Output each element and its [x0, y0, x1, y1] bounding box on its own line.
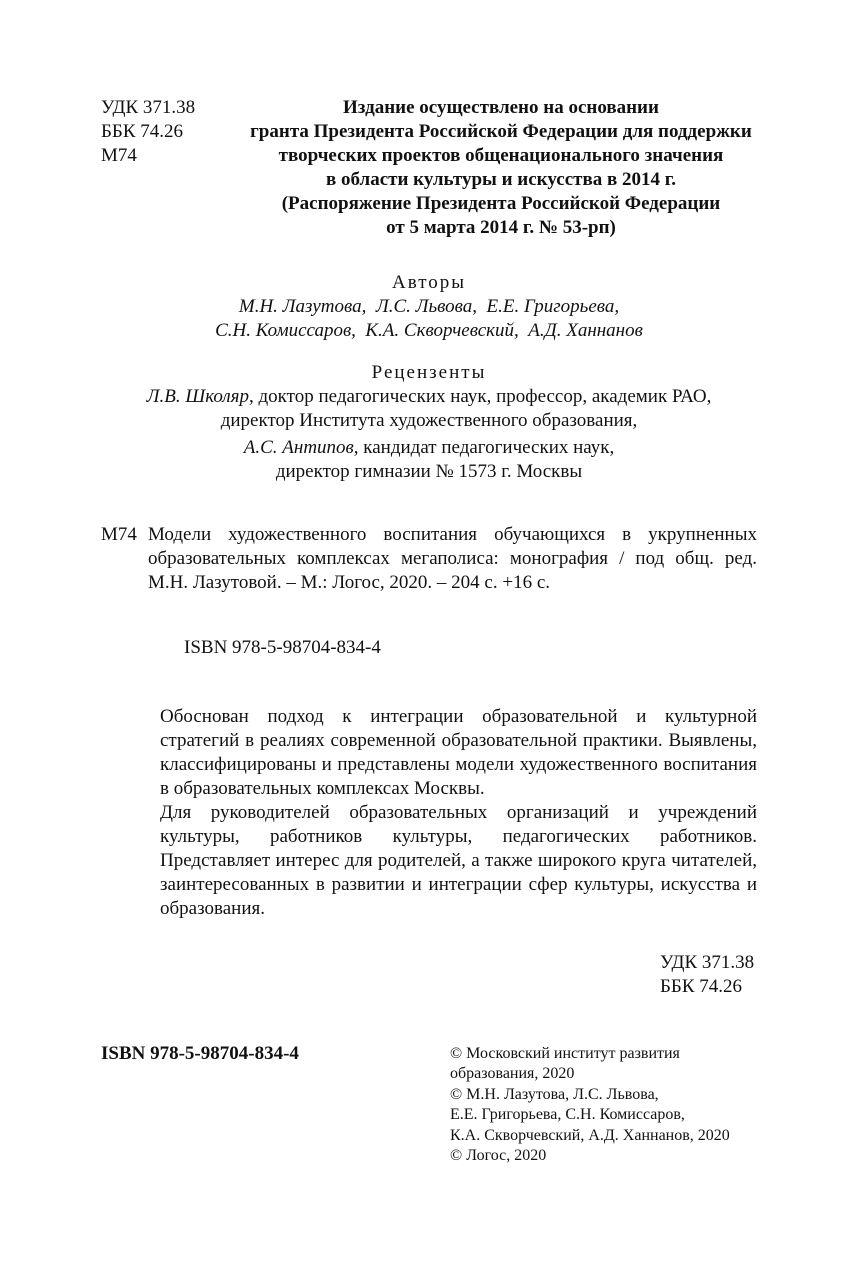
grant-line: Издание осуществлено на основании: [343, 97, 659, 118]
entry-mark: М74: [101, 524, 137, 545]
copyright-line: © Логос, 2020: [450, 1147, 547, 1165]
copyright-block: [450, 1044, 730, 1166]
bbk-code: ББК 74.26: [660, 976, 742, 997]
abstract: [160, 705, 757, 921]
catalog-entry: [101, 523, 757, 595]
abstract-paragraph: Обоснован подход к интеграции образовательной и культурной стратегий в реалиях современной образовательной практики. Выявлены, классифицированы и представлены модели художественного воспитания в образовательных комплексах Москвы.: [160, 706, 757, 799]
reviewer-desc: директор гимназии № 1573 г. Москвы: [275, 461, 583, 482]
reviewer-desc: директор Института художественного образования,: [220, 410, 638, 431]
bbk-code: ББК 74.26: [101, 121, 183, 142]
grant-line: гранта Президента Российской Федерации для поддержки: [250, 121, 752, 142]
grant-line: от 5 марта 2014 г. № 53-рп): [386, 217, 616, 238]
copyright-line: К.А. Скворчевский, А.Д. Ханнанов, 2020: [450, 1126, 730, 1144]
grant-note: [245, 96, 757, 240]
reviewer-name: Л.В. Школяр: [146, 386, 250, 407]
reviewers-section: [101, 361, 757, 484]
abstract-paragraph: Для руководителей образовательных организаций и учреждений культуры, работников культуры, педагогических работников. Представляет интерес для родителей, а также широкого круга читателей, заинтересованных в развитии и интеграции сфер культуры, искусства и образования.: [160, 802, 757, 919]
copyright-line: © Московский институт развития: [450, 1045, 680, 1062]
reviewer-desc: , доктор педагогических наук, профессор, академик РАО,: [249, 386, 712, 407]
reviewers-heading: Рецензенты: [371, 362, 487, 383]
isbn-bold: ISBN 978-5-98704-834-4: [101, 1043, 299, 1064]
authors-heading: Авторы: [391, 272, 467, 293]
grant-line: творческих проектов общенационального значения: [278, 145, 724, 166]
grant-line: в области культуры и искусства в 2014 г.: [326, 169, 676, 190]
reviewer-name: А.С. Антипов: [243, 437, 354, 458]
authors-line: М.Н. Лазутова, Л.С. Львова, Е.Е. Григорьева,: [238, 296, 620, 317]
authors-line: С.Н. Комиссаров, К.А. Скворчевский, А.Д. Ханнанов: [215, 320, 643, 341]
isbn: ISBN 978-5-98704-834-4: [184, 637, 381, 658]
author-mark: М74: [101, 145, 137, 166]
authors-section: [101, 271, 757, 343]
reviewer-desc: , кандидат педагогических наук,: [353, 437, 615, 458]
copyright-line: © М.Н. Лазутова, Л.С. Львова,: [450, 1085, 659, 1103]
udk-code: УДК 371.38: [660, 952, 755, 973]
copyright-line: Е.Е. Григорьева, С.Н. Комиссаров,: [450, 1106, 685, 1124]
entry-text: Модели художественного воспитания обучающихся в укрупненных образовательных комплексах мегаполиса: монография / под общ. ред. М.Н. Лазутовой. – М.: Логос, 2020. – 204 с. +16 с.: [148, 524, 757, 593]
udk-code: УДК 371.38: [101, 97, 196, 118]
grant-line: (Распоряжение Президента Российской Федерации: [281, 193, 721, 214]
classification-block: [660, 951, 754, 999]
classification-codes: [101, 96, 195, 168]
copyright-line: образования, 2020: [450, 1065, 575, 1083]
